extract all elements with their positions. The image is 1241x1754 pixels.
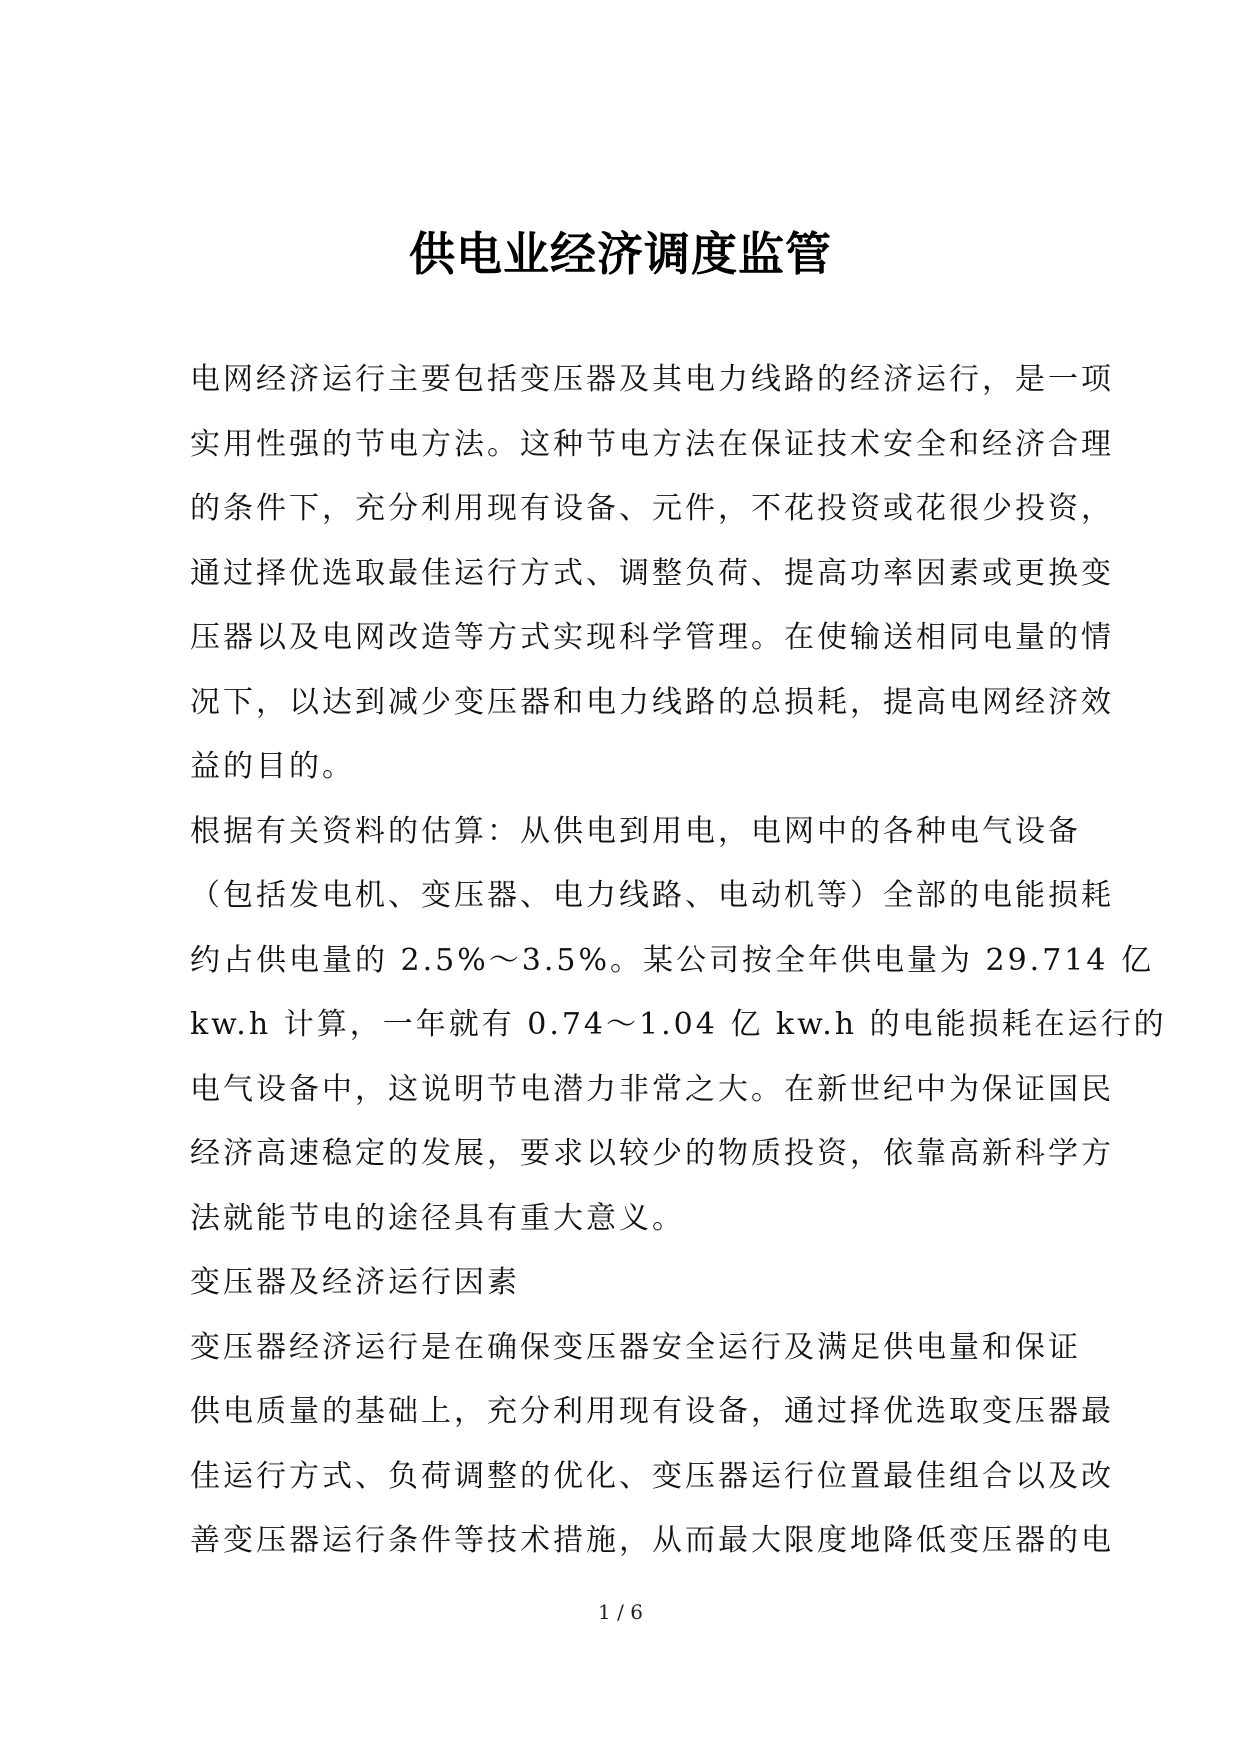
body-line: 法就能节电的途径具有重大意义。 [190, 1200, 685, 1236]
body-line: 约占供电量的 2.5%～3.5%。某公司按全年供电量为 29.714 亿 [190, 942, 1155, 978]
body-line: 善变压器运行条件等技术措施，从而最大限度地降低变压器的电 [190, 1523, 1114, 1558]
body-line: 根据有关资料的估算：从供电到用电，电网中的各种电气设备 [190, 813, 1081, 849]
body-line: 益的目的。 [190, 749, 355, 784]
document-body [190, 348, 1167, 1574]
document-title: 供电业经济调度监管 [409, 227, 832, 281]
body-line: 供电质量的基础上，充分利用现有设备，通过择优选取变压器最 [190, 1394, 1114, 1429]
page-number: 1 / 6 [598, 1600, 643, 1624]
body-line: 佳运行方式、负荷调整的优化、变压器运行位置最佳组合以及改 [190, 1458, 1114, 1494]
body-line: 变压器经济运行是在确保变压器安全运行及满足供电量和保证 [190, 1329, 1081, 1365]
body-line: 的条件下，充分利用现有设备、元件，不花投资或花很少投资， [190, 491, 1114, 526]
body-line: 通过择优选取最佳运行方式、调整负荷、提高功率因素或更换变 [190, 555, 1114, 591]
body-line: 实用性强的节电方法。这种节电方法在保证技术安全和经济合理 [190, 426, 1114, 462]
body-line: 电网经济运行主要包括变压器及其电力线路的经济运行，是一项 [190, 362, 1114, 397]
body-line: 况下，以达到减少变压器和电力线路的总损耗，提高电网经济效 [190, 684, 1114, 720]
section-heading: 变压器及经济运行因素 [190, 1265, 520, 1300]
body-line: 经济高速稳定的发展，要求以较少的物质投资，依靠高新科学方 [190, 1136, 1114, 1171]
body-line: 电气设备中，这说明节电潜力非常之大。在新世纪中为保证国民 [190, 1071, 1114, 1107]
body-line: kw.h 计算，一年就有 0.74～1.04 亿 kw.h 的电能损耗在运行的 [190, 1007, 1167, 1042]
body-line: 压器以及电网改造等方式实现科学管理。在使输送相同电量的情 [190, 620, 1114, 655]
body-line: （包括发电机、变压器、电力线路、电动机等）全部的电能损耗 [190, 878, 1114, 913]
